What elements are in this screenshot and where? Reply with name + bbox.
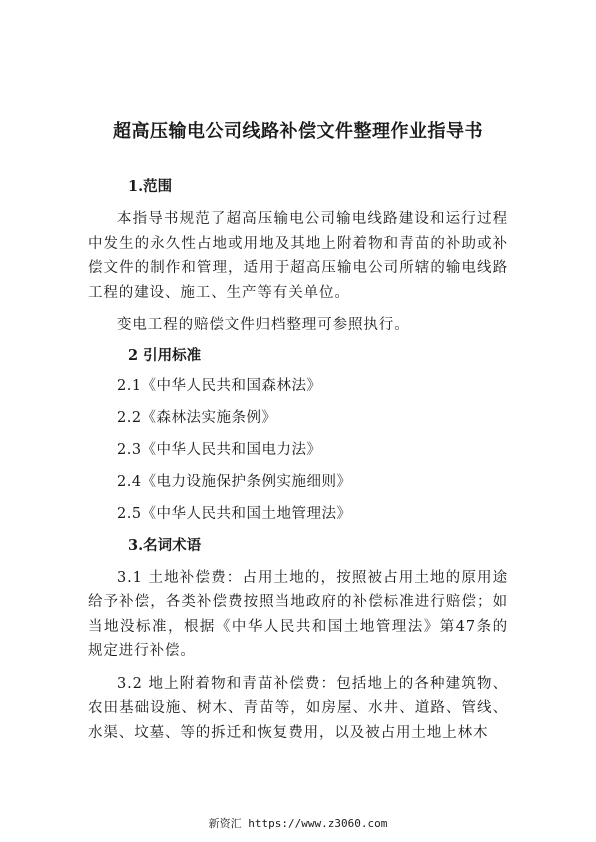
scope-paragraph: 本指导书规范了超高压输电公司输电线路建设和运行过程中发生的永久性占地或用地及其地上附着物和青苗的补助或补偿文件的制作和管理，适用于超高压输电公司所辖的输电线路工程的建设、施工、生产等有关单位。	[88, 211, 508, 301]
reference-item: 2.2《森林法实施条例》	[117, 409, 277, 426]
footer-watermark: 新资汇 https://www.z3060.com	[208, 817, 388, 830]
reference-item: 2.3《中华人民共和国电力法》	[117, 441, 322, 458]
document-body	[88, 177, 508, 753]
term-attachment-compensation: 3.2 地上附着物和青苗补偿费：包括地上的各种建筑物、农田基础设施、树木、青苗等，如房屋、水井、道路、管线、水渠、坟墓、等的拆迁和恢复费用，以及被占用土地上林木	[88, 675, 508, 741]
term-land-compensation: 3.1 土地补偿费：占用土地的，按照被占用土地的原用途给予补偿，各类补偿费按照当地政府的补偿标准进行赔偿；如当地没标准，根据《中华人民共和国土地管理法》第47条的规定进行补偿。	[88, 569, 508, 659]
reference-item: 2.5《中华人民共和国土地管理法》	[117, 505, 352, 522]
section-heading-scope: 1.范围	[128, 178, 173, 195]
document-title: 超高压输电公司线路补偿文件整理作业指导书	[113, 121, 483, 142]
section-heading-terms: 3.名词术语	[128, 536, 202, 554]
section-heading-references: 2 引用标准	[128, 346, 202, 364]
scope-note-paragraph: 变电工程的赔偿文件归档整理可参照执行。	[117, 317, 410, 333]
reference-item: 2.4《电力设施保护条例实施细则》	[117, 473, 352, 490]
reference-item: 2.1《中华人民共和国森林法》	[117, 377, 322, 394]
